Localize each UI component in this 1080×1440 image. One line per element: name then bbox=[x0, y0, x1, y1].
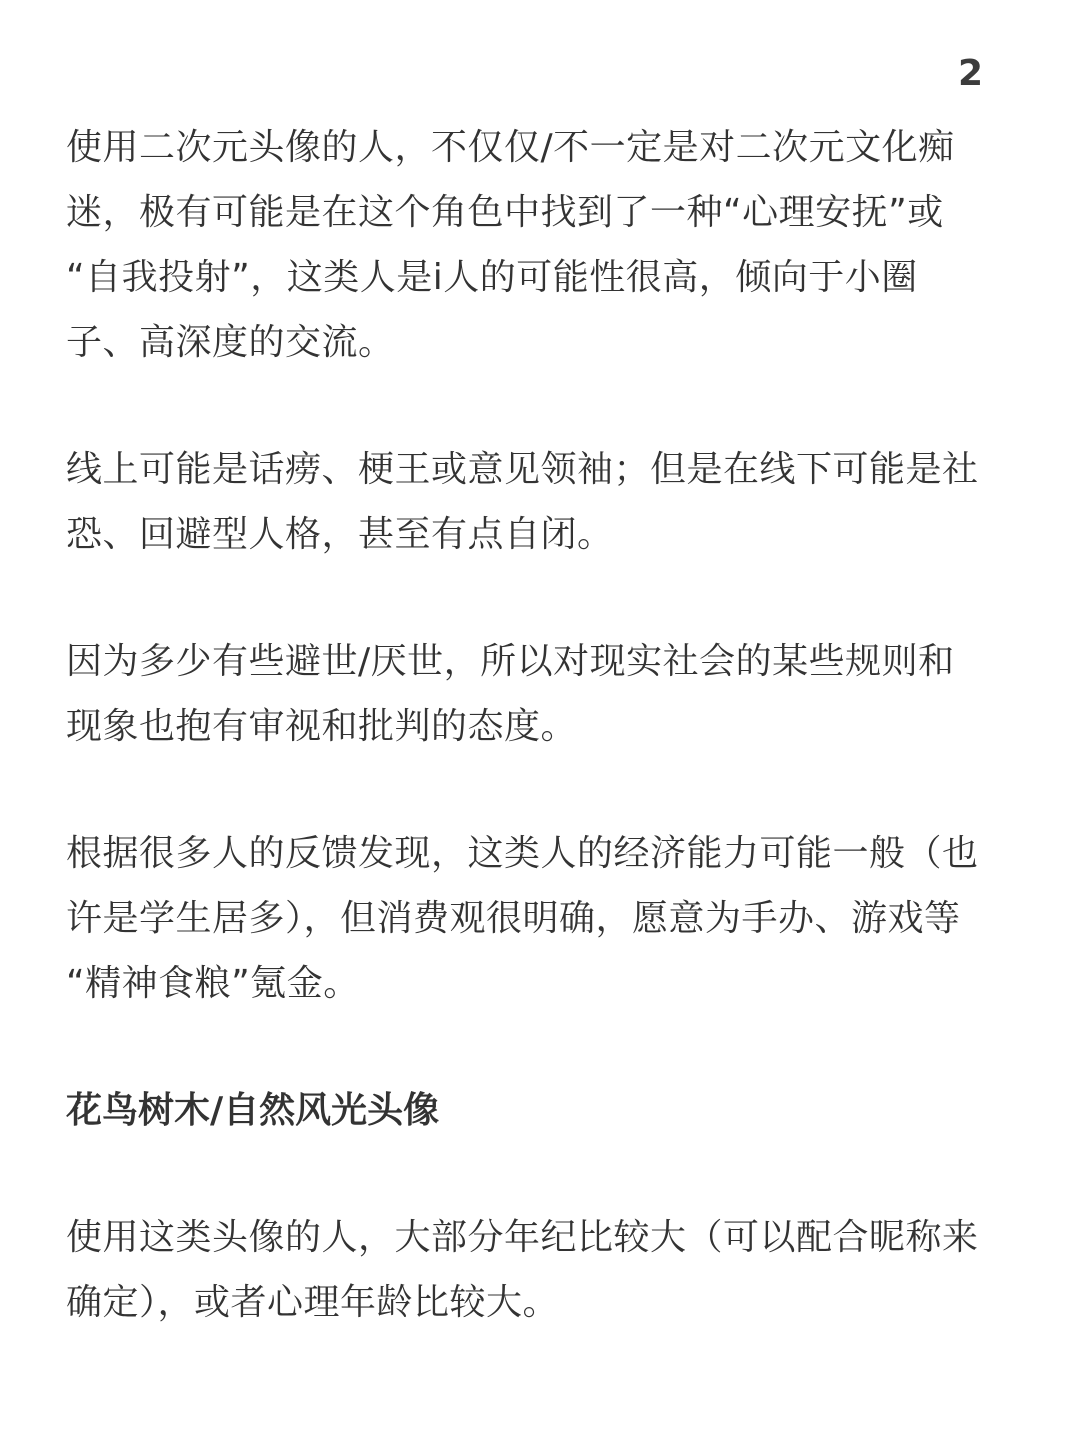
text-line: 线上可能是话痨、梗王或意见领袖；但是在线下可能是社 bbox=[66, 449, 979, 490]
text-line: 根据很多人的反馈发现，这类人的经济能力可能一般（也 bbox=[66, 833, 979, 874]
text-line: 确定），或者心理年龄比较大。 bbox=[66, 1282, 560, 1323]
text-line: 恐、回避型人格，甚至有点自闭。 bbox=[66, 514, 614, 555]
text-line: “精神食粮”氪金。 bbox=[66, 963, 360, 1004]
paragraph-nature-avatar bbox=[66, 1205, 1016, 1335]
section-heading: 花鸟树木/自然风光头像 bbox=[66, 1090, 440, 1131]
article-body bbox=[66, 115, 1016, 1397]
paragraph-anime-avatar-intro bbox=[66, 115, 1016, 375]
paragraph-society-attitude bbox=[66, 629, 1016, 759]
page-number: 2 bbox=[958, 53, 984, 94]
text-line: “自我投射”，这类人是i人的可能性很高，倾向于小圈 bbox=[66, 257, 918, 298]
text-line: 因为多少有些避世/厌世，所以对现实社会的某些规则和 bbox=[66, 641, 955, 682]
text-line: 子、高深度的交流。 bbox=[66, 322, 395, 363]
paragraph-spending bbox=[66, 821, 1016, 1016]
paragraph-online-offline bbox=[66, 437, 1016, 567]
text-line: 现象也抱有审视和批判的态度。 bbox=[66, 706, 578, 747]
text-line: 使用这类头像的人，大部分年纪比较大（可以配合昵称来 bbox=[66, 1217, 979, 1258]
text-line: 迷，极有可能是在这个角色中找到了一种“心理安抚”或 bbox=[66, 192, 944, 233]
text-line: 许是学生居多），但消费观很明确，愿意为手办、游戏等 bbox=[66, 898, 961, 939]
text-line: 使用二次元头像的人，不仅仅/不一定是对二次元文化痴 bbox=[66, 127, 955, 168]
